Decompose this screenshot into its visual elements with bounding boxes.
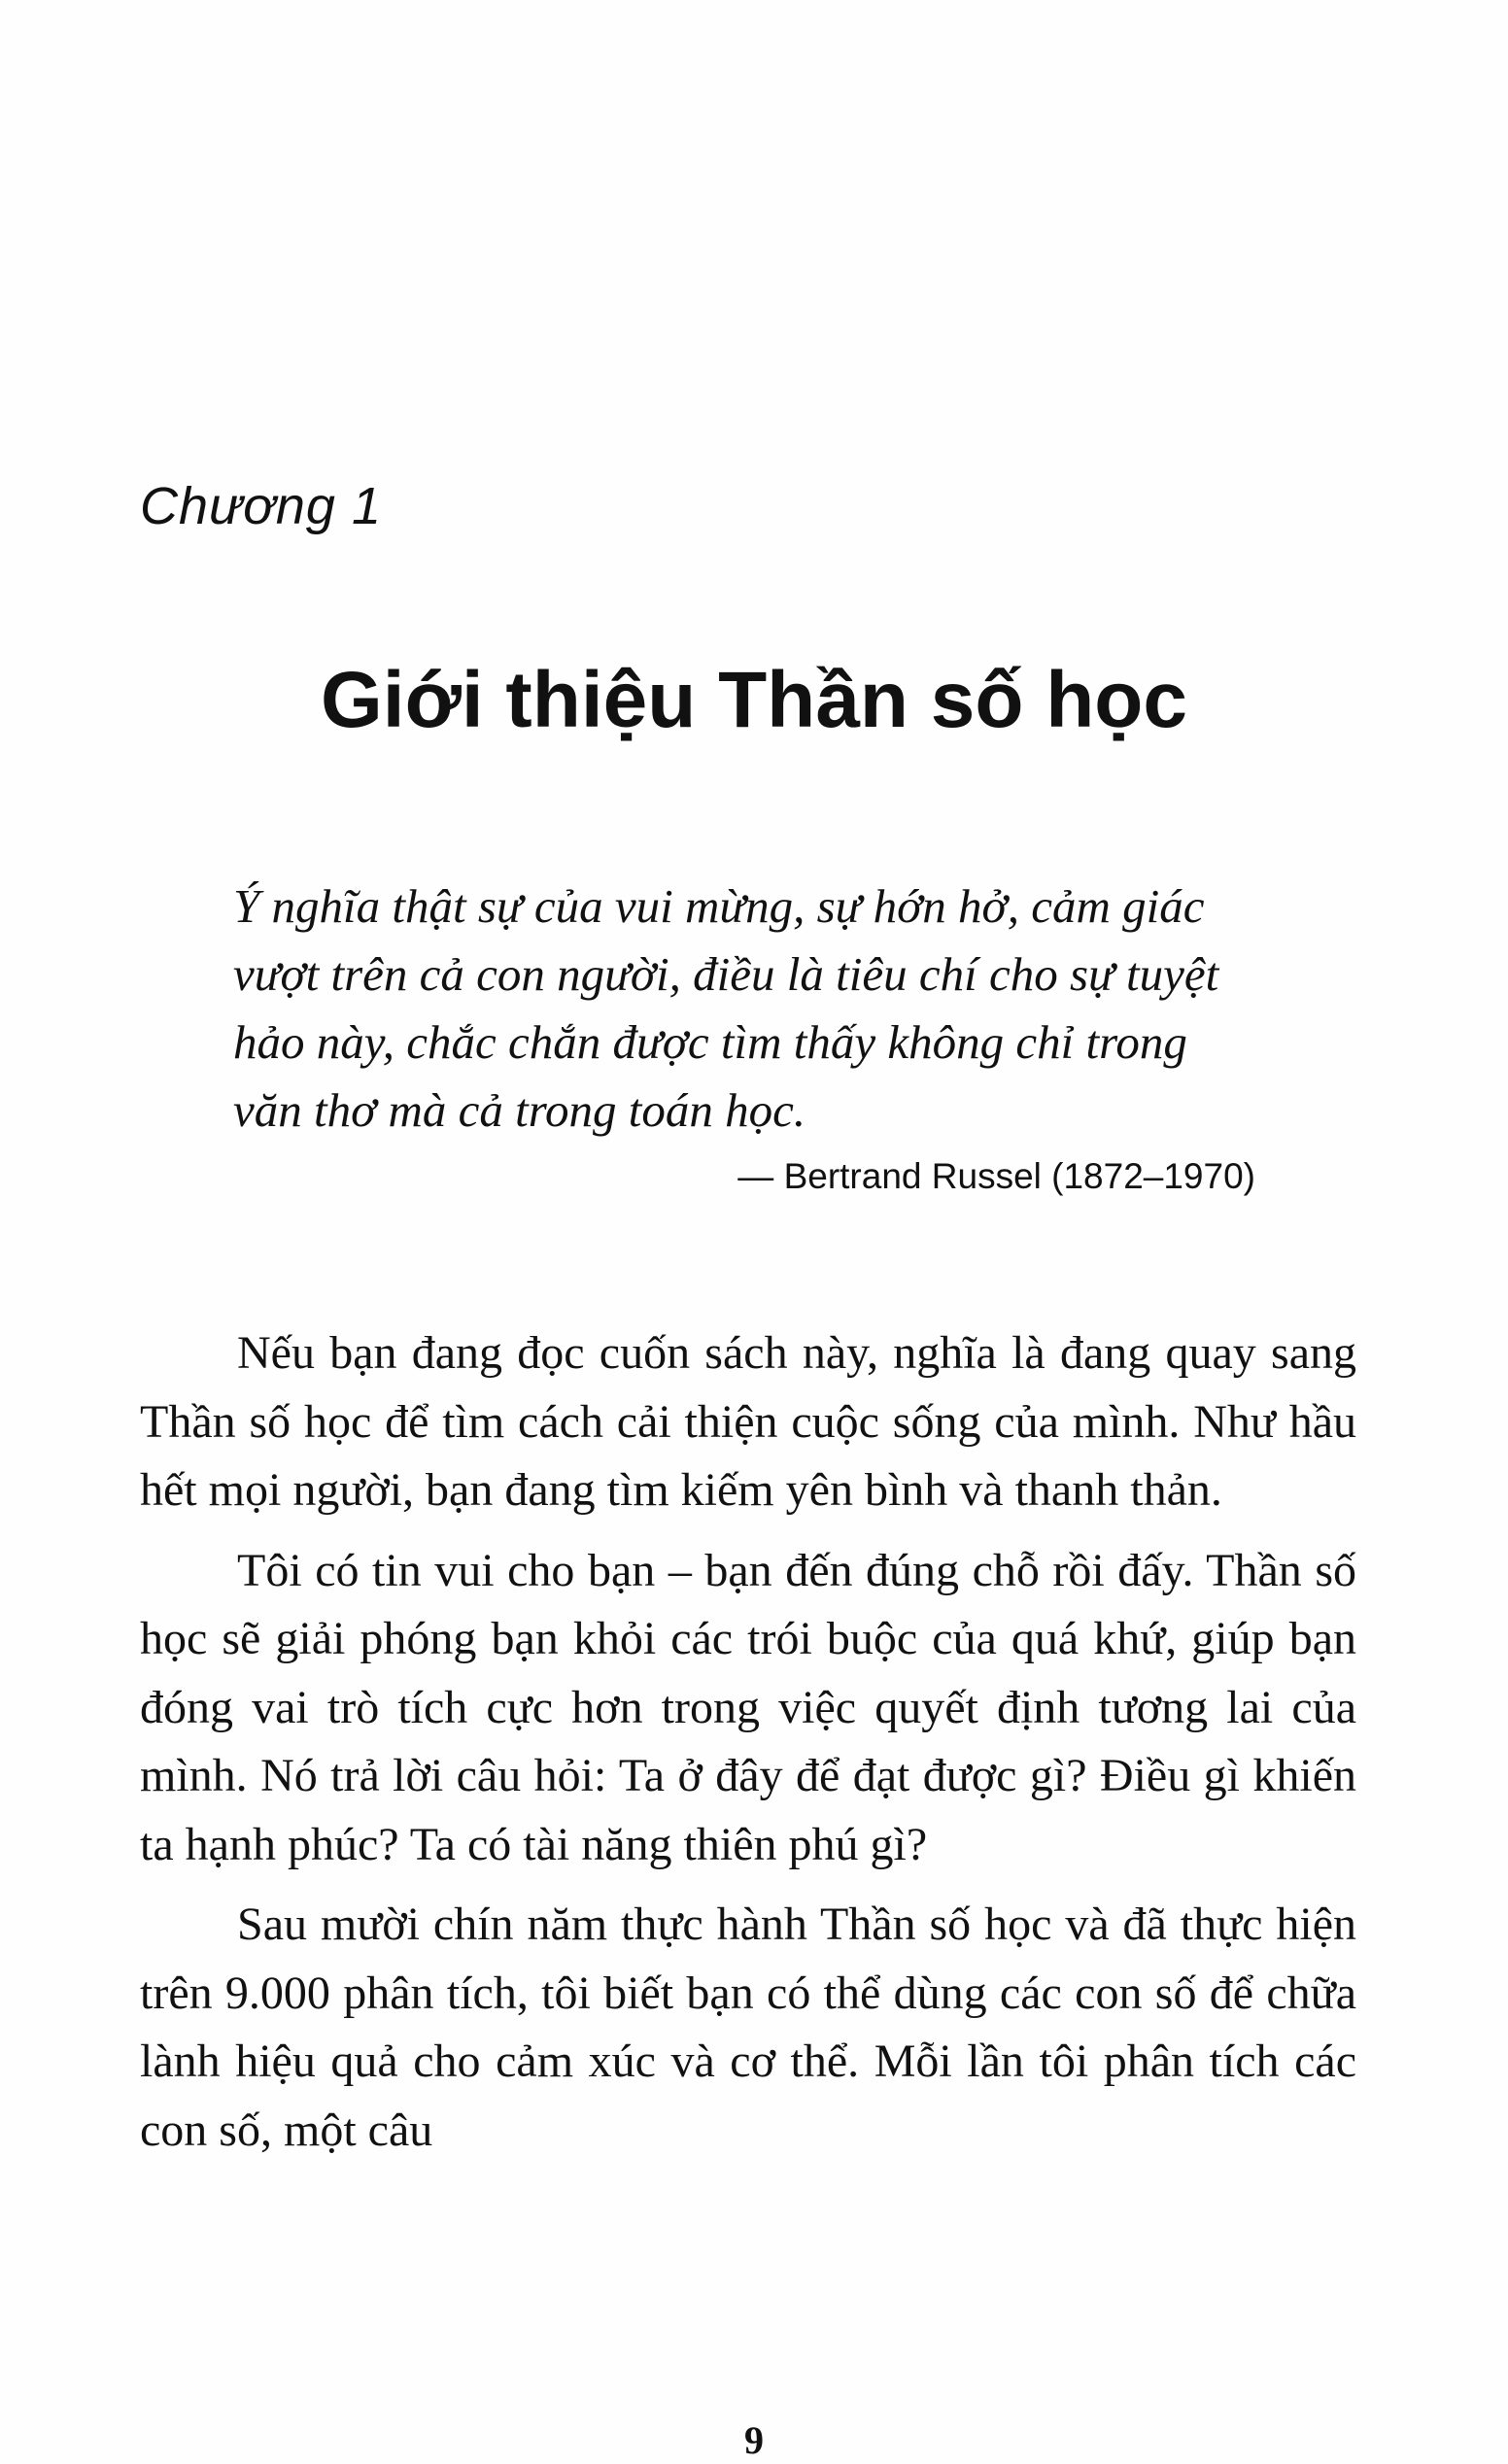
epigraph-quote: Ý nghĩa thật sự của vui mừng, sự hớn hở, cảm giác vượt trên cả con người, điều là tiêu chí cho sự tuyệt hảo này, chắc chắn được tìm thấy không chỉ trong văn thơ mà cả trong toán học. [233,879,1219,1137]
epigraph-attribution: — Bertrand Russel (1872–1970) [737,1156,1255,1196]
page-number: 9 [744,2418,764,2462]
body-paragraph: Nếu bạn đang đọc cuốn sách này, nghĩa là đang quay sang Thần số học để tìm cách cải thiện cuộc sống của mình. Như hầu hết mọi người, bạn đang tìm kiếm yên bình và thanh thản. [140,1327,1356,1516]
chapter-title: Giới thiệu Thần số học [321,656,1187,744]
body-paragraph: Tôi có tin vui cho bạn – bạn đến đúng chỗ rồi đấy. Thần số học sẽ giải phóng bạn khỏi các trói buộc của quá khứ, giúp bạn đóng vai trò tích cực hơn trong việc quyết định tương lai của mình. Nó trả lời câu hỏi: Ta ở đây để đạt được gì? Điều gì khiến ta hạnh phúc? Ta có tài năng thiên phú gì? [140,1544,1356,1870]
body-paragraph: Sau mười chín năm thực hành Thần số học và đã thực hiện trên 9.000 phân tích, tôi biết bạn có thể dùng các con số để chữa lành hiệu quả cho cảm xúc và cơ thể. Mỗi lần tôi phân tích các con số, một câu [140,1899,1356,2156]
chapter-label: Chương 1 [140,477,382,535]
body-text [140,1319,1356,2176]
